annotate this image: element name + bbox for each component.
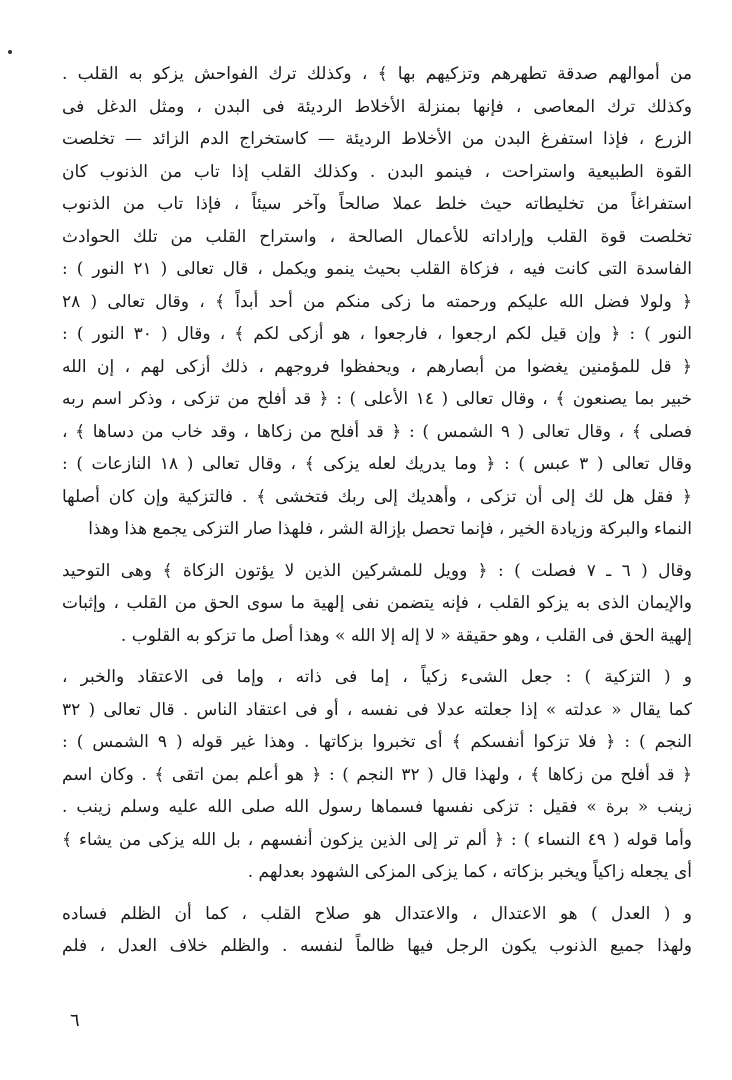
text-line: وأما قوله ( ٤٩ النساء ) : ﴿ ألم تر إلى الذين يزكون أنفسهم ، بل الله يزكى من يشاء ﴾ [62, 829, 692, 850]
paragraph-gap [62, 546, 692, 555]
text-line: وكذلك ترك المعاصى ، فإنها بمنزلة الأخلاط الرديئة فى البدن ، ومثل الدغل فى [62, 96, 692, 117]
paragraph-gap [62, 889, 692, 898]
text-line: خبير بما يصنعون ﴾ ، وقال تعالى ( ١٤ الأعلى ) : ﴿ قد أفلح من تزكى ، وذكر اسم ربه [62, 389, 692, 409]
text-line: فصلى ﴾ ، وقال تعالى ( ٩ الشمس ) : ﴿ قد أفلح من زكاها ، وقد خاب من دساها ﴾ ، [62, 421, 692, 442]
paragraph-4 [62, 898, 692, 963]
text-line: ﴿ قل للمؤمنين يغضوا من أبصارهم ، ويحفظوا فروجهم ، ذلك أزكى لهم ، إن الله [62, 356, 692, 377]
text-line: كما يقال « عدلته » إذا جعلته عدلا فى نفسه ، أو فى اعتقاد الناس . قال تعالى ( ٣٢ [62, 699, 692, 720]
text-line: النجم ) : ﴿ فلا تزكوا أنفسكم ﴾ أى تخبروا بزكاتها . وهذا غير قوله ( ٩ الشمس ) : [62, 732, 692, 752]
paragraph-3 [62, 661, 692, 889]
text-line: أى يجعله زاكياً ويخبر بزكاته ، كما يزكى المزكى الشهود بعدلهم . [247, 862, 692, 882]
text-line: إلهية الحق فى القلب ، وهو حقيقة « لا إله إلا الله » وهذا أصل ما تزكو به القلوب . [120, 625, 692, 646]
paragraph-2 [62, 555, 692, 653]
text-line: استفراغاً من تخليطاته حيث خلط عملا صالحاً وآخر سيئاً ، فإذا تاب من الذنوب [62, 194, 692, 214]
text-line: الفاسدة التى كانت فيه ، فزكاة القلب بحيث ينمو ويكمل ، قال تعالى ( ٢١ النور ) : [62, 259, 692, 279]
text-line: ﴿ فقل هل لك إلى أن تزكى ، وأهديك إلى ربك فتخشى ﴾ . فالتزكية وإن كان أصلها [62, 486, 692, 507]
text-line: والإيمان الذى به يزكو القلب ، فإنه يتضمن نفى إلهية ما سوى الحق من القلب ، وإثبات [62, 593, 692, 613]
text-line: من أموالهم صدقة تطهرهم وتزكيهم بها ﴾ ، وكذلك ترك الفواحش يزكو به القلب . [62, 64, 692, 84]
page-number: ٦ [70, 1010, 80, 1031]
text-line: و ( العدل ) هو الاعتدال ، والاعتدال هو صلاح القلب ، كما أن الظلم فساده [62, 903, 692, 924]
text-line: النماء والبركة وزيادة الخير ، فإنما تحصل بإزالة الشر ، فلهذا صار التزكى يجمع هذا وهذا [88, 519, 692, 539]
text-line: و ( التزكية ) : جعل الشىء زكياً ، إما فى ذاته ، وإما فى الاعتقاد والخبر ، [62, 667, 692, 687]
text-line: وقال تعالى ( ٣ عبس ) : ﴿ وما يدريك لعله يزكى ﴾ ، وقال تعالى ( ١٨ النازعات ) : [62, 454, 692, 474]
text-line: الزرع ، فإذا استفرغ البدن من الأخلاط الرديئة — كاستخراج الدم الزائد — تخلصت [62, 129, 692, 149]
text-line: ﴿ قد أفلح من زكاها ﴾ ، ولهذا قال ( ٣٢ النجم ) : ﴿ هو أعلم بمن اتقى ﴾ . وكان اسم [62, 764, 692, 785]
text-line: تخلصت قوة القلب وإراداته للأعمال الصالحة ، واستراح القلب من تلك الحوادث [62, 226, 692, 247]
paragraph-gap [62, 652, 692, 661]
scan-dot [8, 50, 12, 54]
text-line: ﴿ ولولا فضل الله عليكم ورحمته ما زكى منكم من أحد أبداً ﴾ ، وقال تعالى ( ٢٨ [62, 291, 692, 312]
text-line: النور ) : ﴿ وإن قيل لكم ارجعوا ، فارجعوا ، هو أزكى لكم ﴾ ، وقال ( ٣٠ النور ) : [62, 324, 692, 344]
text-line: زينب « برة » فقيل : تزكى نفسها فسماها رسول الله صلى الله عليه وسلم زينب . [62, 797, 692, 817]
page-body [62, 58, 692, 963]
text-line: ولهذا جميع الذنوب يكون الرجل فيها ظالماً لنفسه . والظلم خلاف العدل ، فلم [62, 936, 692, 956]
text-line: القوة الطبيعية واستراحت ، فينمو البدن . وكذلك القلب إذا تاب من الذنوب كان [62, 161, 692, 182]
paragraph-1 [62, 58, 692, 546]
text-line: وقال ( ٦ ـ ٧ فصلت ) : ﴿ وويل للمشركين الذين لا يؤتون الزكاة ﴾ وهى التوحيد [62, 560, 692, 581]
